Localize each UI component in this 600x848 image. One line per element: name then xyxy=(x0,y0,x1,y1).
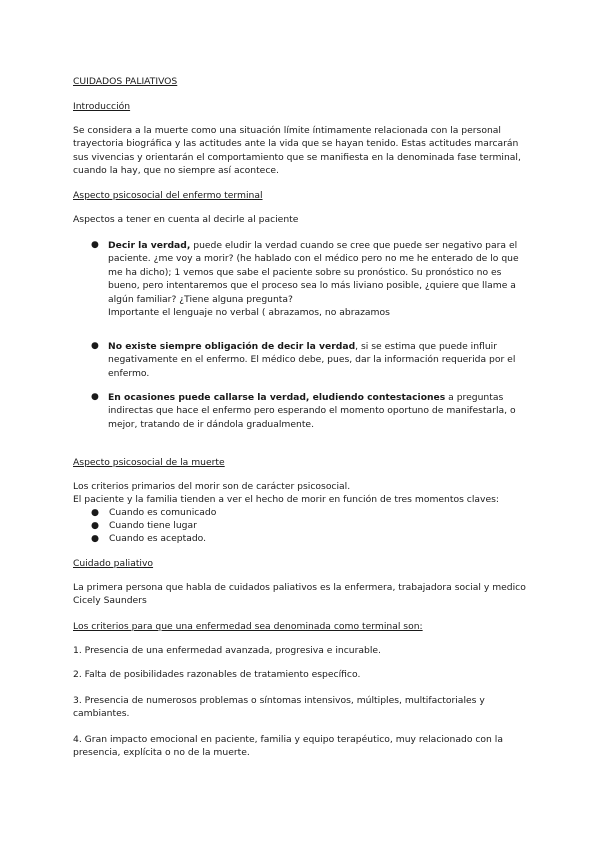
criterio-1: 1. Presencia de una enfermedad avanzada, progresiva e incurable. xyxy=(73,645,381,656)
intro-paragraph: Se considera a la muerte como una situación límite íntimamente relacionada con la personal trayectoria biográfica y las actitudes ante la vida que se hayan tenido. Estas actitudes marcarán sus vivencias y orientarán el comportamiento que se manifiesta en la denominada fase terminal, cuando la hay, que no siempre así acontece. xyxy=(73,125,521,177)
criterio-4: 4. Gran impacto emocional en paciente, familia y equipo terapéutico, muy relacionado con la presencia, explícita o no de la muerte. xyxy=(73,734,503,759)
cuidado-paragraph: La primera persona que habla de cuidados paliativos es la enfermera, trabajadora social y medico Cicely Saunders xyxy=(73,582,526,607)
criterios-heading: Los criterios para que una enfermedad sea denominada como terminal son: xyxy=(73,621,423,632)
cuidado-heading: Cuidado paliativo xyxy=(73,558,154,569)
aspecto-muerte-line2: El paciente y la familia tienden a ver el hecho de morir en función de tres momentos claves: xyxy=(73,494,500,505)
bullet-decir-verdad: Decir la verdad, puede eludir la verdad cuando se cree que puede ser negativo para el paciente. ¿me voy a morir? (he hablado con el médico pero no me he enterado de lo que me ha dicho); 1 vemos que sabe el paciente sobre su pronóstico. Su pronóstico no es bueno, pero intentaremos que el proceso sea lo más liviano posible, ¿quiere que llame a algún familiar? ¿Tiene alguna pregunta? Importante el lenguaje no verbal ( abrazamos, no abrazamos xyxy=(108,240,519,319)
document-title: CUIDADOS PALIATIVOS xyxy=(73,76,178,87)
bullet-dot: ● xyxy=(91,341,99,351)
aspecto-muerte-line1: Los criterios primarios del morir son de carácter psicosocial. xyxy=(73,481,351,492)
bullet-dot: ● xyxy=(91,392,99,402)
criterio-3: 3. Presencia de numerosos problemas o síntomas intensivos, múltiples, multifactoriales y cambiantes. xyxy=(73,695,485,720)
bullet-callarse-verdad: En ocasiones puede callarse la verdad, eludiendo contestaciones a preguntas indirectas que hace el enfermo pero esperando el momento oportuno de manifestarla, o mejor, tratando de ir dándola gradualmente. xyxy=(108,392,516,430)
criterio-2: 2. Falta de posibilidades razonables de tratamiento específico. xyxy=(73,669,361,680)
aspecto-enfermo-lead: Aspectos a tener en cuenta al decirle al paciente xyxy=(73,214,299,225)
aspecto-muerte-heading: Aspecto psicosocial de la muerte xyxy=(73,457,225,468)
bullet-dot: ● xyxy=(91,240,99,250)
aspecto-enfermo-heading: Aspecto psicosocial del enfermo terminal xyxy=(73,190,263,201)
intro-heading: Introducción xyxy=(73,101,131,112)
document-page: CUIDADOS PALIATIVOS Introducción Se considera a la muerte como una situación límite íntimamente relacionada con la personal trayectoria biográfica y las actitudes ante la vida que se hayan tenido. Estas actitudes marcarán sus vivencias y orientarán el comportamiento que se manifiesta en la denominada fase terminal, cuando la hay, que no siempre así acontece. Aspecto psicosocial del enfermo terminal Aspectos a tener en cuenta al decirle al paciente ● Decir la verdad, puede eludir la verdad cuando se cree que puede ser negativo para el paciente. ¿me voy a morir? (he hablado con el médico pero no me he enterado de lo que me ha dicho); 1 vemos que sabe el paciente sobre su pronóstico. Su pronóstico no es bueno, pero intentaremos que el proceso sea lo más liviano posible, ¿quiere que llame a algún familiar? ¿Tiene alguna pregunta? Importante el lenguaje no verbal ( abrazamos, no abrazamos ● No existe siempre obligación de decir la verdad, si se estima que puede influir negativamente en el enfermo. El médico debe, pues, dar la información requerida por el enfermo. ● En ocasiones puede callarse la verdad, eludiendo contestaciones a preguntas indirectas que hace el enfermo pero esperando el momento oportuno de manifestarla, o mejor, tratando de ir dándola gradualmente. Aspecto psicosocial de la muerte Los criterios primarios del morir son de carácter psicosocial. El paciente y la familia tienden a ver el hecho de morir en función de tres momentos claves: ● Cuando es comunicado ● Cuando tiene lugar ● Cuando es aceptado. Cuidado paliativo La primera persona que habla de cuidados paliativos es la enfermera, trabajadora social y medico Cicely Saunders Los criterios para que una enfermedad sea denominada como terminal son: 1. Presencia de una enfermedad avanzada, progresiva e incurable. 2. Falta de posibilidades razonables de tratamiento específico. 3. Presencia de numerosos problemas o síntomas intensivos, múltiples, multifactoriales y cambiantes. 4. Gran impacto emocional en paciente, familia y equipo terapéutico, muy relacionado con la presencia, explícita o no de la muerte. xyxy=(0,0,600,848)
bullet-no-obligacion: No existe siempre obligación de decir la verdad, si se estima que puede influir negativamente en el enfermo. El médico debe, pues, dar la información requerida por el enfermo. xyxy=(108,341,516,379)
